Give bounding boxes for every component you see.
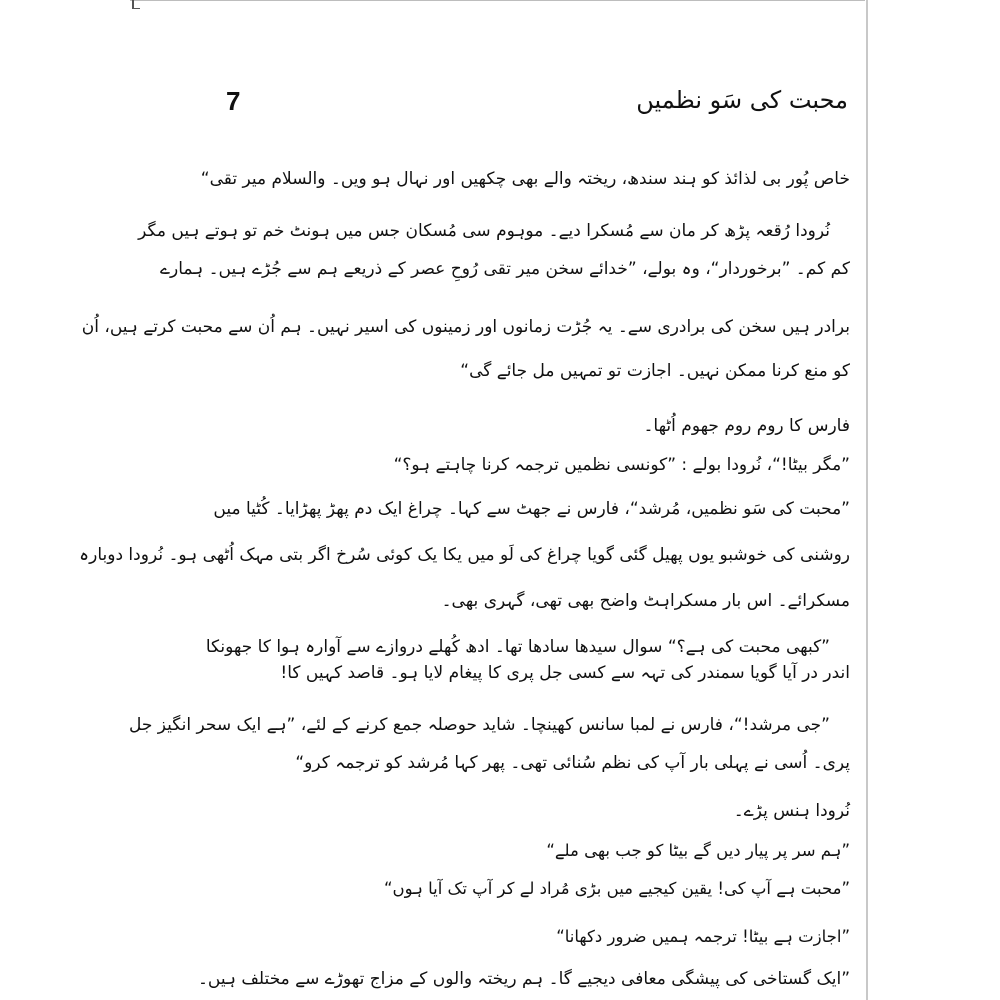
text-line: پری۔ اُسی نے پہلی بار آپ کی نظم سُنائی تھی۔ پھر کہا مُرشد کو ترجمہ کرو“ [295,753,850,773]
running-title: محبت کی سَو نظمیں [636,86,848,114]
verse-line: ”اجازت ہے بیٹا! ترجمہ ہمیں ضرور دکھانا“ [556,927,850,946]
text-line: خاص پُور بی لذائذ کو ہند سندھ، ریختہ والے بھی چکھیں اور نہال ہو ویں۔ والسلام میر تقی“ [200,169,850,189]
text-line: فارس کا روم روم جھوم اُٹھا۔ [643,416,850,436]
text-line: ”محبت کی سَو نظمیں، مُرشد“، فارس نے جھٹ سے کہا۔ چراغ ایک دم پھڑ پھڑایا۔ کُٹیا میں [213,499,850,519]
text-line: مسکرائے۔ اس بار مسکراہٹ واضح بھی تھی، گہری بھی۔ [441,591,850,611]
text-line: نُرودا رُقعہ پڑھ کر مان سے مُسکرا دیے۔ موہوم سی مُسکان جس میں ہونٹ خم تو ہوتے ہیں مگر [138,221,830,241]
page-number: 7 [226,86,241,116]
text-line: اندر در آیا گویا سمندر کی تہہ سے کسی جل پری کا پیغام لایا ہو۔ قاصد کہیں کا! [280,663,850,683]
text-line: روشنی کی خوشبو یوں پھیل گئی گویا چراغ کی لَو میں یکا یک کوئی سُرخ اگر بتی مہک اُٹھی ہو۔ نُرودا دوبارہ [79,545,850,565]
text-line: ”کبھی محبت کی ہے؟“ سوال سیدھا سادھا تھا۔ ادھ کُھلے دروازے سے آوارہ ہوا کا جھونکا [205,637,830,657]
text-line: برادر ہیں سخن کی برادری سے۔ یہ جُڑت زمانوں اور زمینوں کی اسیر نہیں۔ ہم اُن سے محبت کرتے ہیں، اُن [81,317,850,337]
verse-line: ”ہم سر پر پیار دیں گے بیٹا کو جب بھی ملے“ [546,841,850,860]
text-line: کو منع کرنا ممکن نہیں۔ اجازت تو تمہیں مل جائے گی“ [460,361,850,381]
text-line: نُرودا ہنس پڑے۔ [733,801,850,821]
text-line: ”مگر بیٹا!“، نُرودا بولے : ”کونسی نظمیں ترجمہ کرنا چاہتے ہو؟“ [393,455,850,475]
text-line: کم کم۔ ”برخوردار“، وہ بولے، ”خدائے سخن میر تقی رُوحِ عصر کے ذریعے ہم سے جُڑے ہیں۔ ہمارے [160,259,850,279]
verse-line: ”محبت ہے آپ کی! یقین کیجیے میں بڑی مُراد لے کر آپ تک آیا ہوں“ [384,879,850,898]
text-line: ”جی مرشد!“، فارس نے لمبا سانس کھینچا۔ شاید حوصلہ جمع کرنے کے لئے، ”ہے ایک سحر انگیز جل [128,715,830,735]
text-line: ”ایک گستاخی کی پیشگی معافی دیجیے گا۔ ہم ریختہ والوں کے مزاج تھوڑے سے مختلف ہیں۔ [197,969,850,989]
